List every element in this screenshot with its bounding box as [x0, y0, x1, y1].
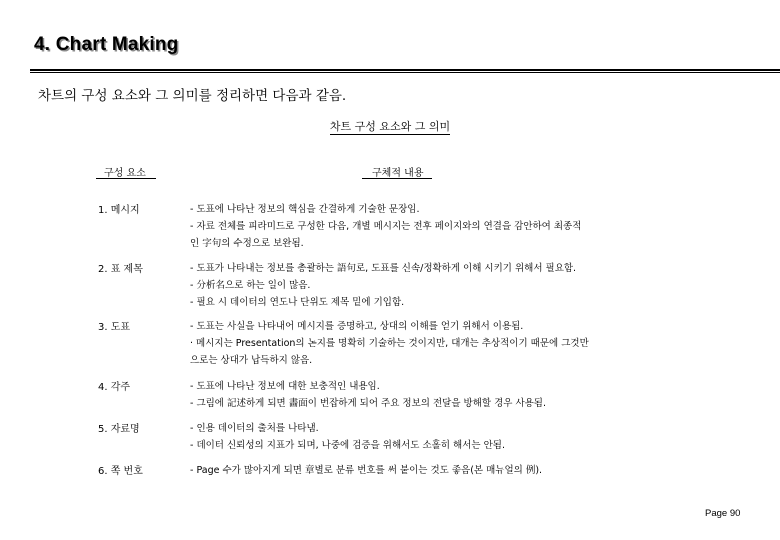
column-header-rule-left — [96, 178, 156, 179]
row-label: 6. 쪽 번호 — [98, 466, 143, 477]
table-title-text: 차트 구성 요소와 그 의미 — [329, 120, 451, 133]
row-detail — [190, 420, 670, 454]
detail-line: · 메시지는 Presentation의 논지를 명확히 기술하는 것이지만, 대개는 추상적이기 때문에 그것만 — [190, 338, 589, 349]
row-label: 4. 각주 — [98, 382, 131, 393]
column-header-component: 구성 요소 — [104, 168, 146, 179]
detail-line: - 필요 시 데이터의 연도나 단위도 제목 밑에 기입함. — [190, 297, 405, 308]
intro-text: 차트의 구성 요소와 그 의미를 정리하면 다음과 같음. — [38, 88, 347, 104]
detail-line: - 자료 전체를 피라미드로 구성한 다음, 개별 메시지는 전후 페이지와의 연결을 감안하여 최종적 — [190, 221, 582, 232]
detail-line: - 도표에 나타난 정보에 대한 보충적인 내용임. — [190, 381, 380, 392]
detail-line: - 도표는 사실을 나타내어 메시지를 증명하고, 상대의 이해를 얻기 위해서 이용됨. — [190, 321, 524, 332]
row-label: 2. 표 제목 — [98, 264, 143, 275]
row-detail — [190, 462, 670, 479]
page-title: 4. Chart Making — [34, 34, 179, 55]
detail-line: - 分析名으로 하는 일이 많음. — [190, 280, 311, 291]
column-header-rule-right — [362, 178, 432, 179]
table-title — [0, 118, 780, 134]
page-number: Page 90 — [705, 508, 741, 519]
row-label: 5. 자료명 — [98, 424, 140, 435]
row-label: 1. 메시지 — [98, 205, 140, 216]
row-detail — [190, 378, 670, 412]
detail-line: 인 字句의 수정으로 보완됨. — [190, 238, 304, 249]
detail-line: - 데이터 신뢰성의 지표가 되며, 나중에 검증을 위해서도 소홀히 해서는 안됨. — [190, 440, 505, 451]
title-divider — [30, 69, 780, 73]
detail-line: - Page 수가 많아지게 되면 章별로 분류 번호를 써 붙이는 것도 좋음(본 매뉴얼의 例). — [190, 465, 543, 476]
row-detail — [190, 260, 670, 311]
detail-line: - 도표에 나타난 정보의 핵심을 간결하게 기술한 문장임. — [190, 204, 420, 215]
detail-line: 으로는 상대가 납득하지 않음. — [190, 355, 313, 366]
detail-line: - 도표가 나타내는 정보를 총괄하는 語句로, 도표를 신속/정확하게 이해 시키기 위해서 필요함. — [190, 263, 577, 274]
column-header-detail: 구체적 내용 — [372, 168, 424, 179]
detail-line: - 그림에 記述하게 되면 畵面이 번잡하게 되어 주요 정보의 전달을 방해할 경우 사용됨. — [190, 398, 546, 409]
detail-line: - 인용 데이터의 출처를 나타냄. — [190, 423, 319, 434]
row-detail — [190, 201, 670, 252]
row-label: 3. 도표 — [98, 322, 131, 333]
row-detail — [190, 318, 670, 369]
